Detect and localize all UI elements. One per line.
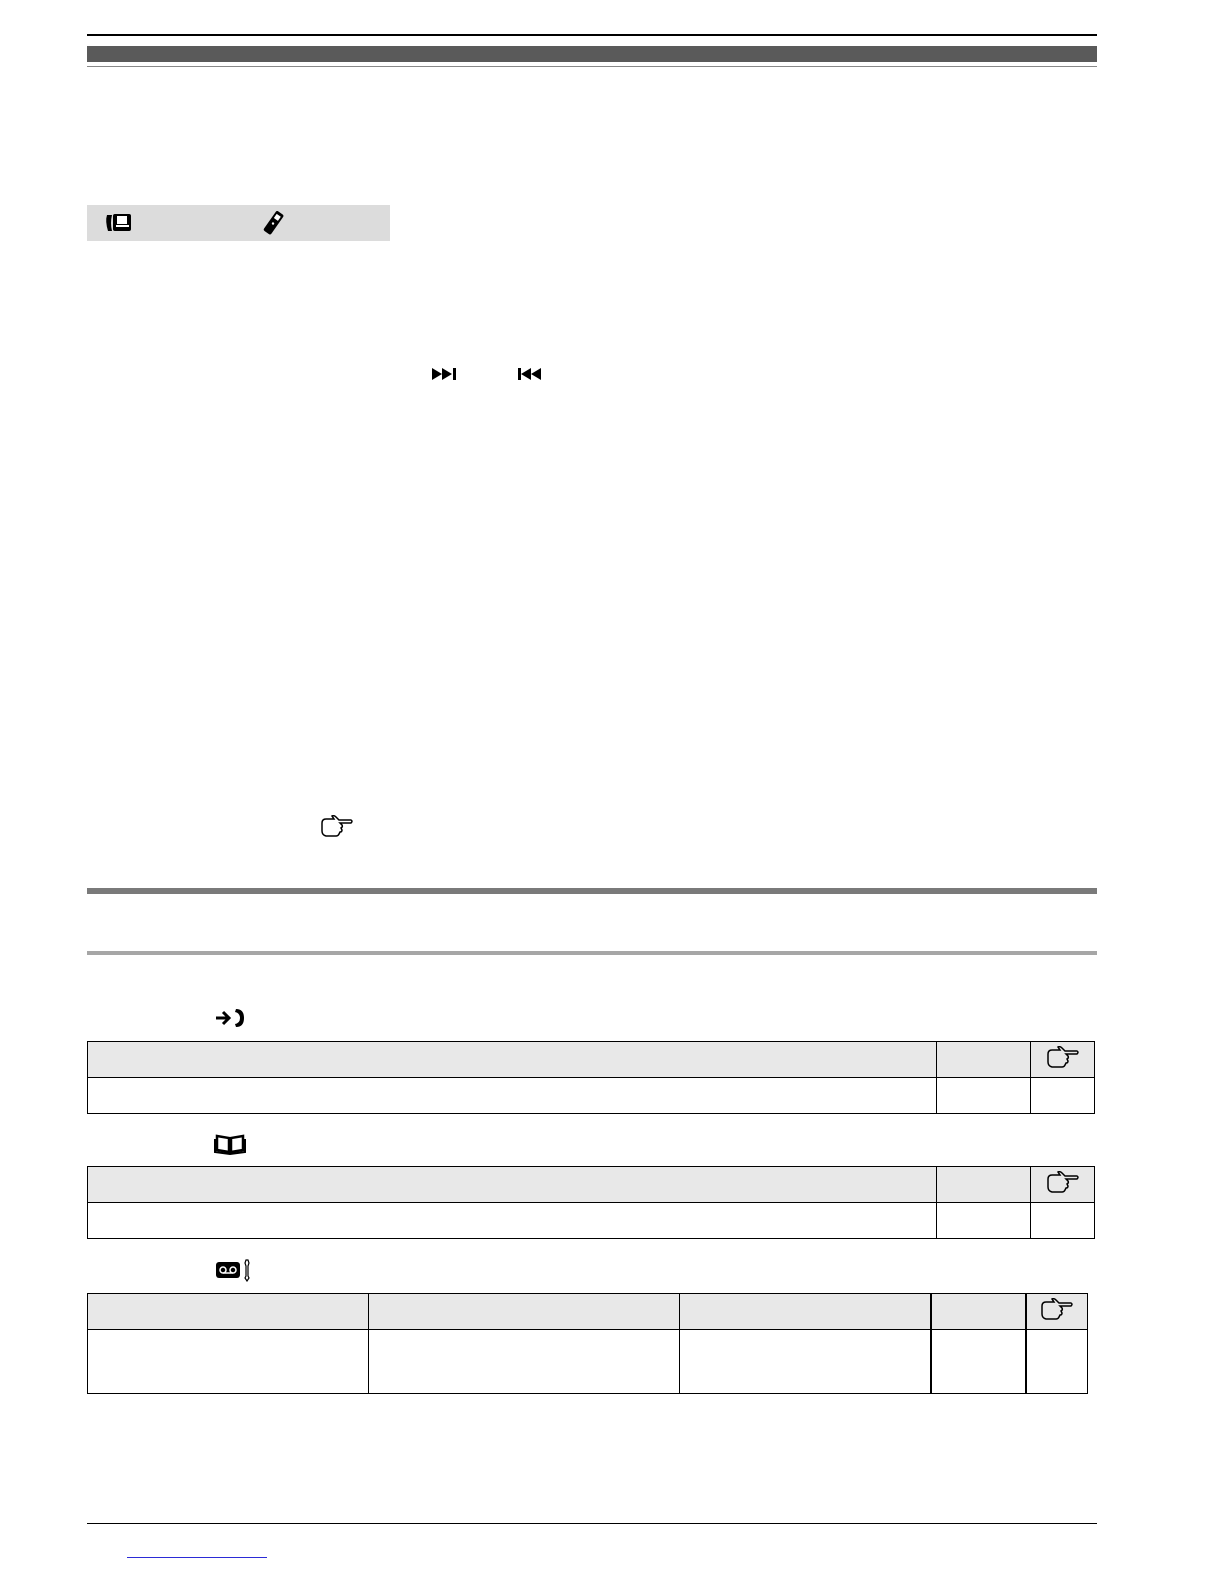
table-header-cell xyxy=(88,1042,937,1078)
table-cell xyxy=(1031,1203,1095,1239)
table-cell xyxy=(88,1078,937,1114)
table-header-cell xyxy=(88,1294,369,1330)
answering-machine-settings-icon xyxy=(214,1258,256,1282)
footer-link[interactable] xyxy=(127,1557,267,1558)
table-cell xyxy=(1026,1330,1088,1394)
table-cell xyxy=(931,1330,1026,1394)
table-header-reference xyxy=(1026,1294,1088,1330)
table-cell xyxy=(680,1330,931,1394)
table-header-reference xyxy=(1031,1167,1095,1203)
table-header-cell xyxy=(937,1167,1031,1203)
table-header-cell xyxy=(937,1042,1031,1078)
table-cell xyxy=(88,1203,937,1239)
table-incoming-call xyxy=(87,1041,1095,1114)
skip-forward-icon xyxy=(430,366,460,382)
skip-back-icon xyxy=(516,366,546,382)
footer-rule xyxy=(87,1523,1097,1524)
handset-icon xyxy=(257,211,291,235)
header-rule-thin xyxy=(87,66,1097,67)
header-rule xyxy=(87,34,1097,36)
pointing-hand-icon xyxy=(1046,1046,1080,1068)
header-band xyxy=(87,46,1097,62)
table-cell xyxy=(937,1078,1031,1114)
availability-box xyxy=(87,205,390,241)
table-phonebook xyxy=(87,1166,1095,1239)
pointing-hand-icon xyxy=(1040,1298,1074,1320)
table-cell xyxy=(88,1330,369,1394)
table-header-cell xyxy=(680,1294,931,1330)
section-heading-band xyxy=(87,888,1097,894)
table-header-cell xyxy=(88,1167,937,1203)
table-cell xyxy=(369,1330,680,1394)
table-header-cell xyxy=(931,1294,1026,1330)
base-unit-fax-icon xyxy=(103,211,137,235)
subsection-heading-band xyxy=(87,951,1097,955)
table-header-cell xyxy=(369,1294,680,1330)
table-header-reference xyxy=(1031,1042,1095,1078)
table-cell xyxy=(937,1203,1031,1239)
phonebook-icon xyxy=(214,1133,246,1155)
table-cell xyxy=(1031,1078,1095,1114)
table-row xyxy=(88,1330,1088,1394)
pointing-hand-icon xyxy=(1046,1171,1080,1193)
table-answering-machine xyxy=(87,1293,1088,1394)
pointing-hand-icon xyxy=(320,815,354,837)
table-row xyxy=(88,1203,1095,1239)
table-row xyxy=(88,1078,1095,1114)
incoming-call-icon xyxy=(214,1006,248,1030)
